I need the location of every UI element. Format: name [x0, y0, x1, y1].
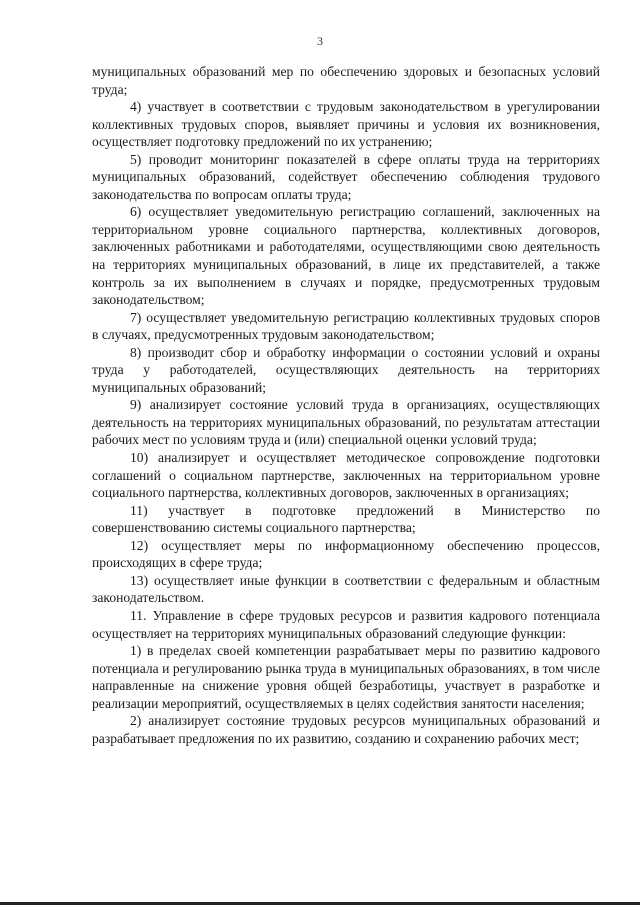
section-11-item-1: 1) в пределах своей компетенции разрабатывает меры по развитию кадрового потенциала и регулированию рынка труда в муниципальных образованиях, в том числе направленные на снижение уровня общей безработицы, участвует в разработке и реализации мероприятий, осуществляемых в целях содействия занятости населения; [92, 643, 600, 711]
section-11-item-2: 2) анализирует состояние трудовых ресурсов муниципальных образований и разрабатывает предложения по их развитию, созданию и сохранению рабочих мест; [92, 713, 600, 746]
paragraph-item-12: 12) осуществляет меры по информационному обеспечению процессов, происходящих в сфере труда; [92, 537, 600, 571]
document-body [92, 63, 600, 747]
paragraph-continuation: муниципальных образований мер по обеспечению здоровых и безопасных условий труда; [92, 64, 600, 97]
paragraph-item-4: 4) участвует в соответствии с трудовым законодательством в урегулировании коллективных трудовых споров, выявляет причины и условия их возникновения, осуществляет подготовку предложений по их устранению; [92, 99, 600, 150]
page-number: 3 [317, 34, 323, 48]
paragraph-item-11: 11) участвует в подготовке предложений в Министерство по совершенствованию системы социального партнерства; [92, 502, 600, 536]
paragraph-item-9: 9) анализирует состояние условий труда в организациях, осуществляющих деятельность на территориях муниципальных образований, по результатам аттестации рабочих мест по условиям труда и (или) специальной оценки условий труда; [92, 397, 600, 448]
paragraph-item-8: 8) производит сбор и обработку информации о состоянии условий и охраны труда у работодателей, осуществляющих деятельность на территориях муниципальных образований; [92, 344, 600, 395]
paragraph-item-5: 5) проводит мониторинг показателей в сфере оплаты труда на территориях муниципальных образований, содействует обеспечению соблюдения трудового законодательства по вопросам оплаты труда; [92, 151, 600, 202]
section-11-heading: 11. Управление в сфере трудовых ресурсов и развития кадрового потенциала осуществляет на территориях муниципальных образований следующие функции: [92, 607, 600, 641]
paragraph-item-7: 7) осуществляет уведомительную регистрацию коллективных трудовых споров в случаях, предусмотренных трудовым законодательством; [92, 309, 600, 343]
paragraph-item-13: 13) осуществляет иные функции в соответствии с федеральным и областным законодательством. [92, 572, 600, 606]
paragraph-item-10: 10) анализирует и осуществляет методическое сопровождение подготовки соглашений о социальном партнерстве, заключенных на территориальном уровне социального партнерства, коллективных договоров, заключенных в организациях; [92, 450, 600, 501]
paragraph-item-6: 6) осуществляет уведомительную регистрацию соглашений, заключенных на территориальном уровне социального партнерства, коллективных договоров, заключенных работниками и работодателями, осуществляющими свою деятельность на территориях муниципальных образований, в лице их представителей, а также контроль за их выполнением в случаях и порядке, предусмотренных трудовым законодательством; [92, 204, 600, 308]
